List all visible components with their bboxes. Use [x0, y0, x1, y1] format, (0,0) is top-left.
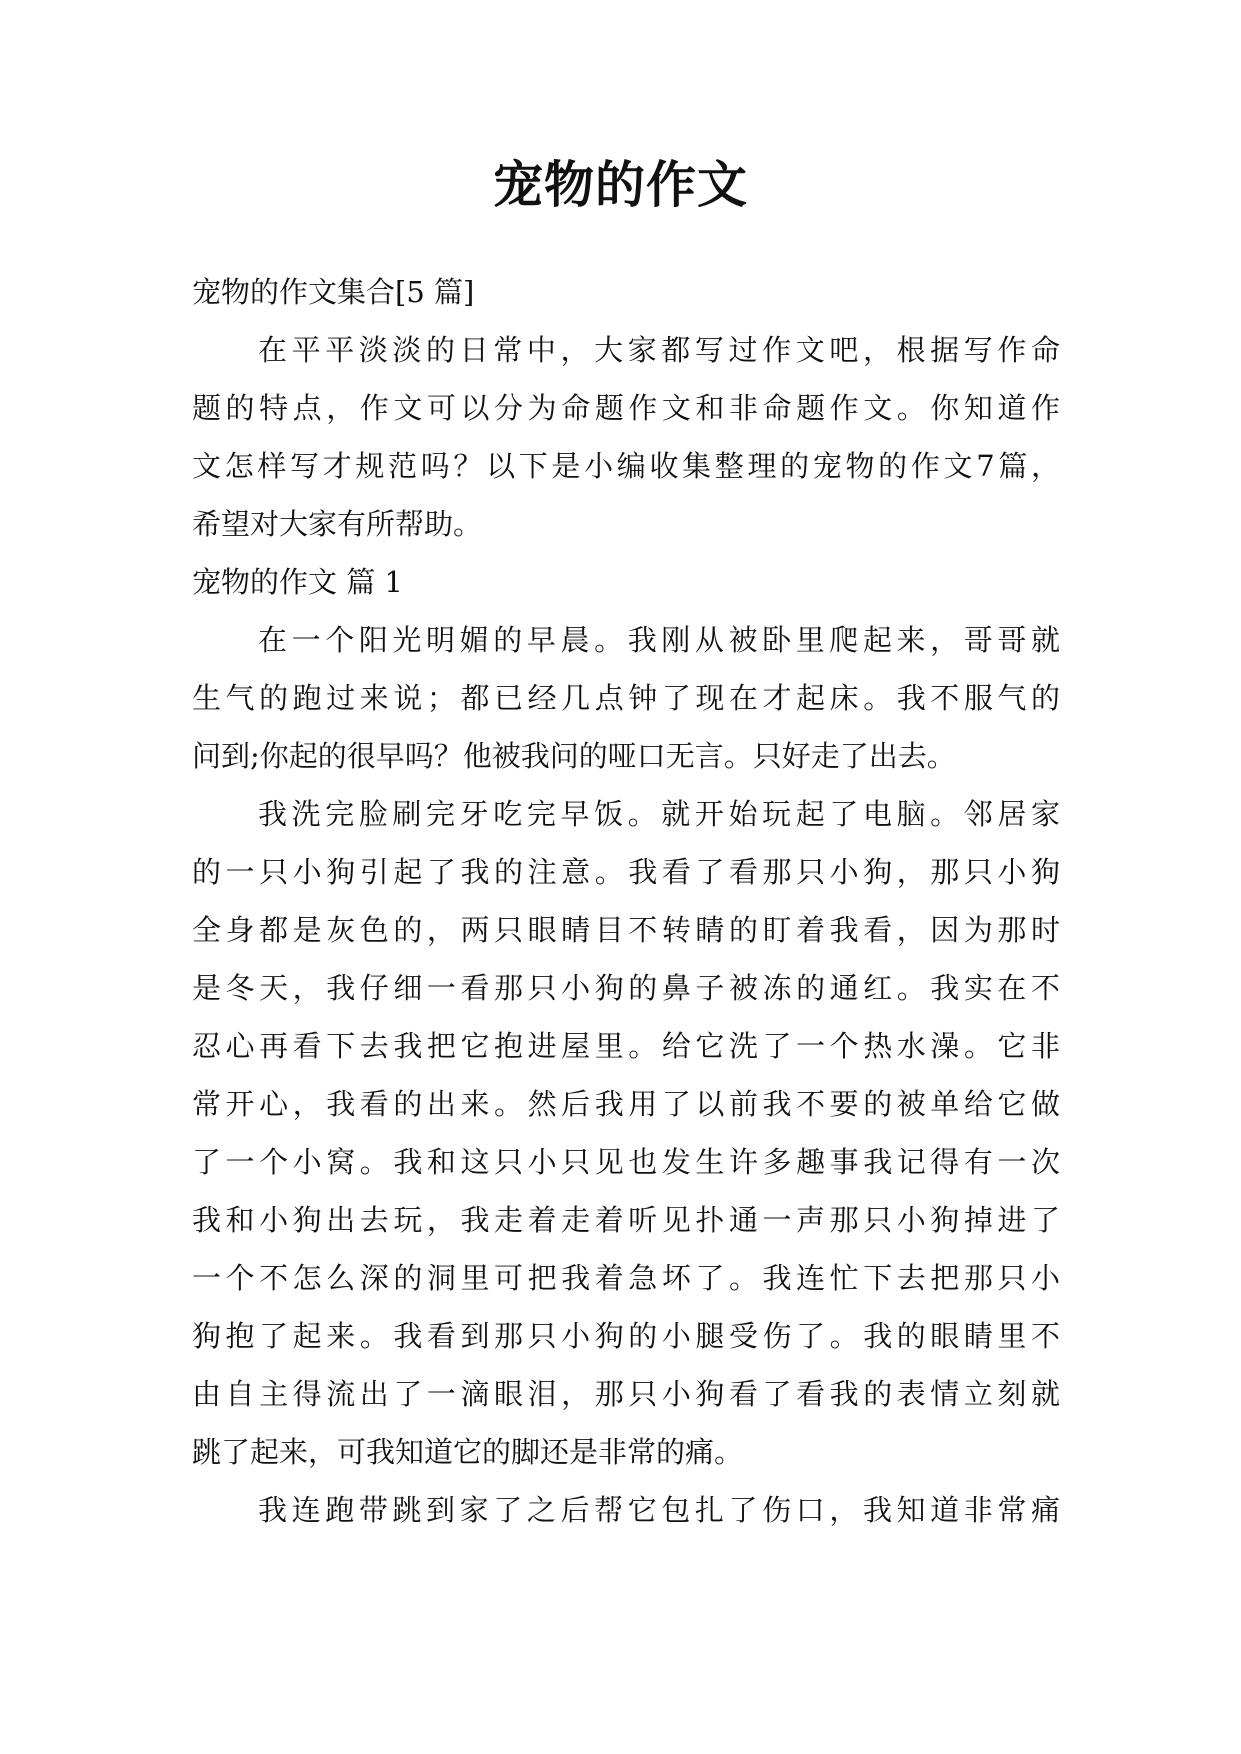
paragraph-line: 希望对大家有所帮助。 — [192, 507, 483, 541]
paragraph-line: 问到;你起的很早吗？他被我问的哑口无言。只好走了出去。 — [192, 739, 956, 773]
paragraph-line: 的一只小狗引起了我的注意。我看了看那只小狗，那只小狗 — [192, 855, 1060, 889]
section-heading: 宠物的作文 篇 1 — [192, 565, 403, 599]
paragraph-line: 我和小狗出去玩，我走着走着听见扑通一声那只小狗掉进了 — [192, 1203, 1060, 1237]
paragraph-line: 了一个小窝。我和这只小只见也发生许多趣事我记得有一次 — [192, 1145, 1060, 1179]
paragraph-line: 跳了起来，可我知道它的脚还是非常的痛。 — [192, 1435, 744, 1469]
paragraph-line: 在平平淡淡的日常中，大家都写过作文吧，根据写作命 — [258, 333, 1060, 367]
paragraph-line: 是冬天，我仔细一看那只小狗的鼻子被冻的通红。我实在不 — [192, 971, 1060, 1005]
paragraph-line: 我洗完脸刷完牙吃完早饭。就开始玩起了电脑。邻居家 — [258, 797, 1060, 831]
section-heading: 宠物的作文集合[5 篇] — [192, 275, 475, 309]
paragraph-line: 在一个阳光明媚的早晨。我刚从被卧里爬起来，哥哥就 — [258, 623, 1060, 657]
paragraph-line: 题的特点，作文可以分为命题作文和非命题作文。你知道作 — [192, 391, 1060, 425]
paragraph-line: 由自主得流出了一滴眼泪，那只小狗看了看我的表情立刻就 — [192, 1377, 1060, 1411]
paragraph-line: 生气的跑过来说；都已经几点钟了现在才起床。我不服气的 — [192, 681, 1060, 715]
paragraph-line: 一个不怎么深的洞里可把我着急坏了。我连忙下去把那只小 — [192, 1261, 1060, 1295]
paragraph-line: 常开心，我看的出来。然后我用了以前我不要的被单给它做 — [192, 1087, 1060, 1121]
paragraph-line: 狗抱了起来。我看到那只小狗的小腿受伤了。我的眼睛里不 — [192, 1319, 1060, 1353]
document-body — [192, 263, 1060, 1539]
paragraph-line: 全身都是灰色的，两只眼睛目不转睛的盯着我看，因为那时 — [192, 913, 1060, 947]
paragraph-line: 我连跑带跳到家了之后帮它包扎了伤口，我知道非常痛 — [258, 1493, 1060, 1527]
paragraph-line: 忍心再看下去我把它抱进屋里。给它洗了一个热水澡。它非 — [192, 1029, 1060, 1063]
paragraph-line: 文怎样写才规范吗？以下是小编收集整理的宠物的作文7篇， — [192, 449, 1060, 483]
document-title: 宠物的作文 — [493, 156, 748, 214]
